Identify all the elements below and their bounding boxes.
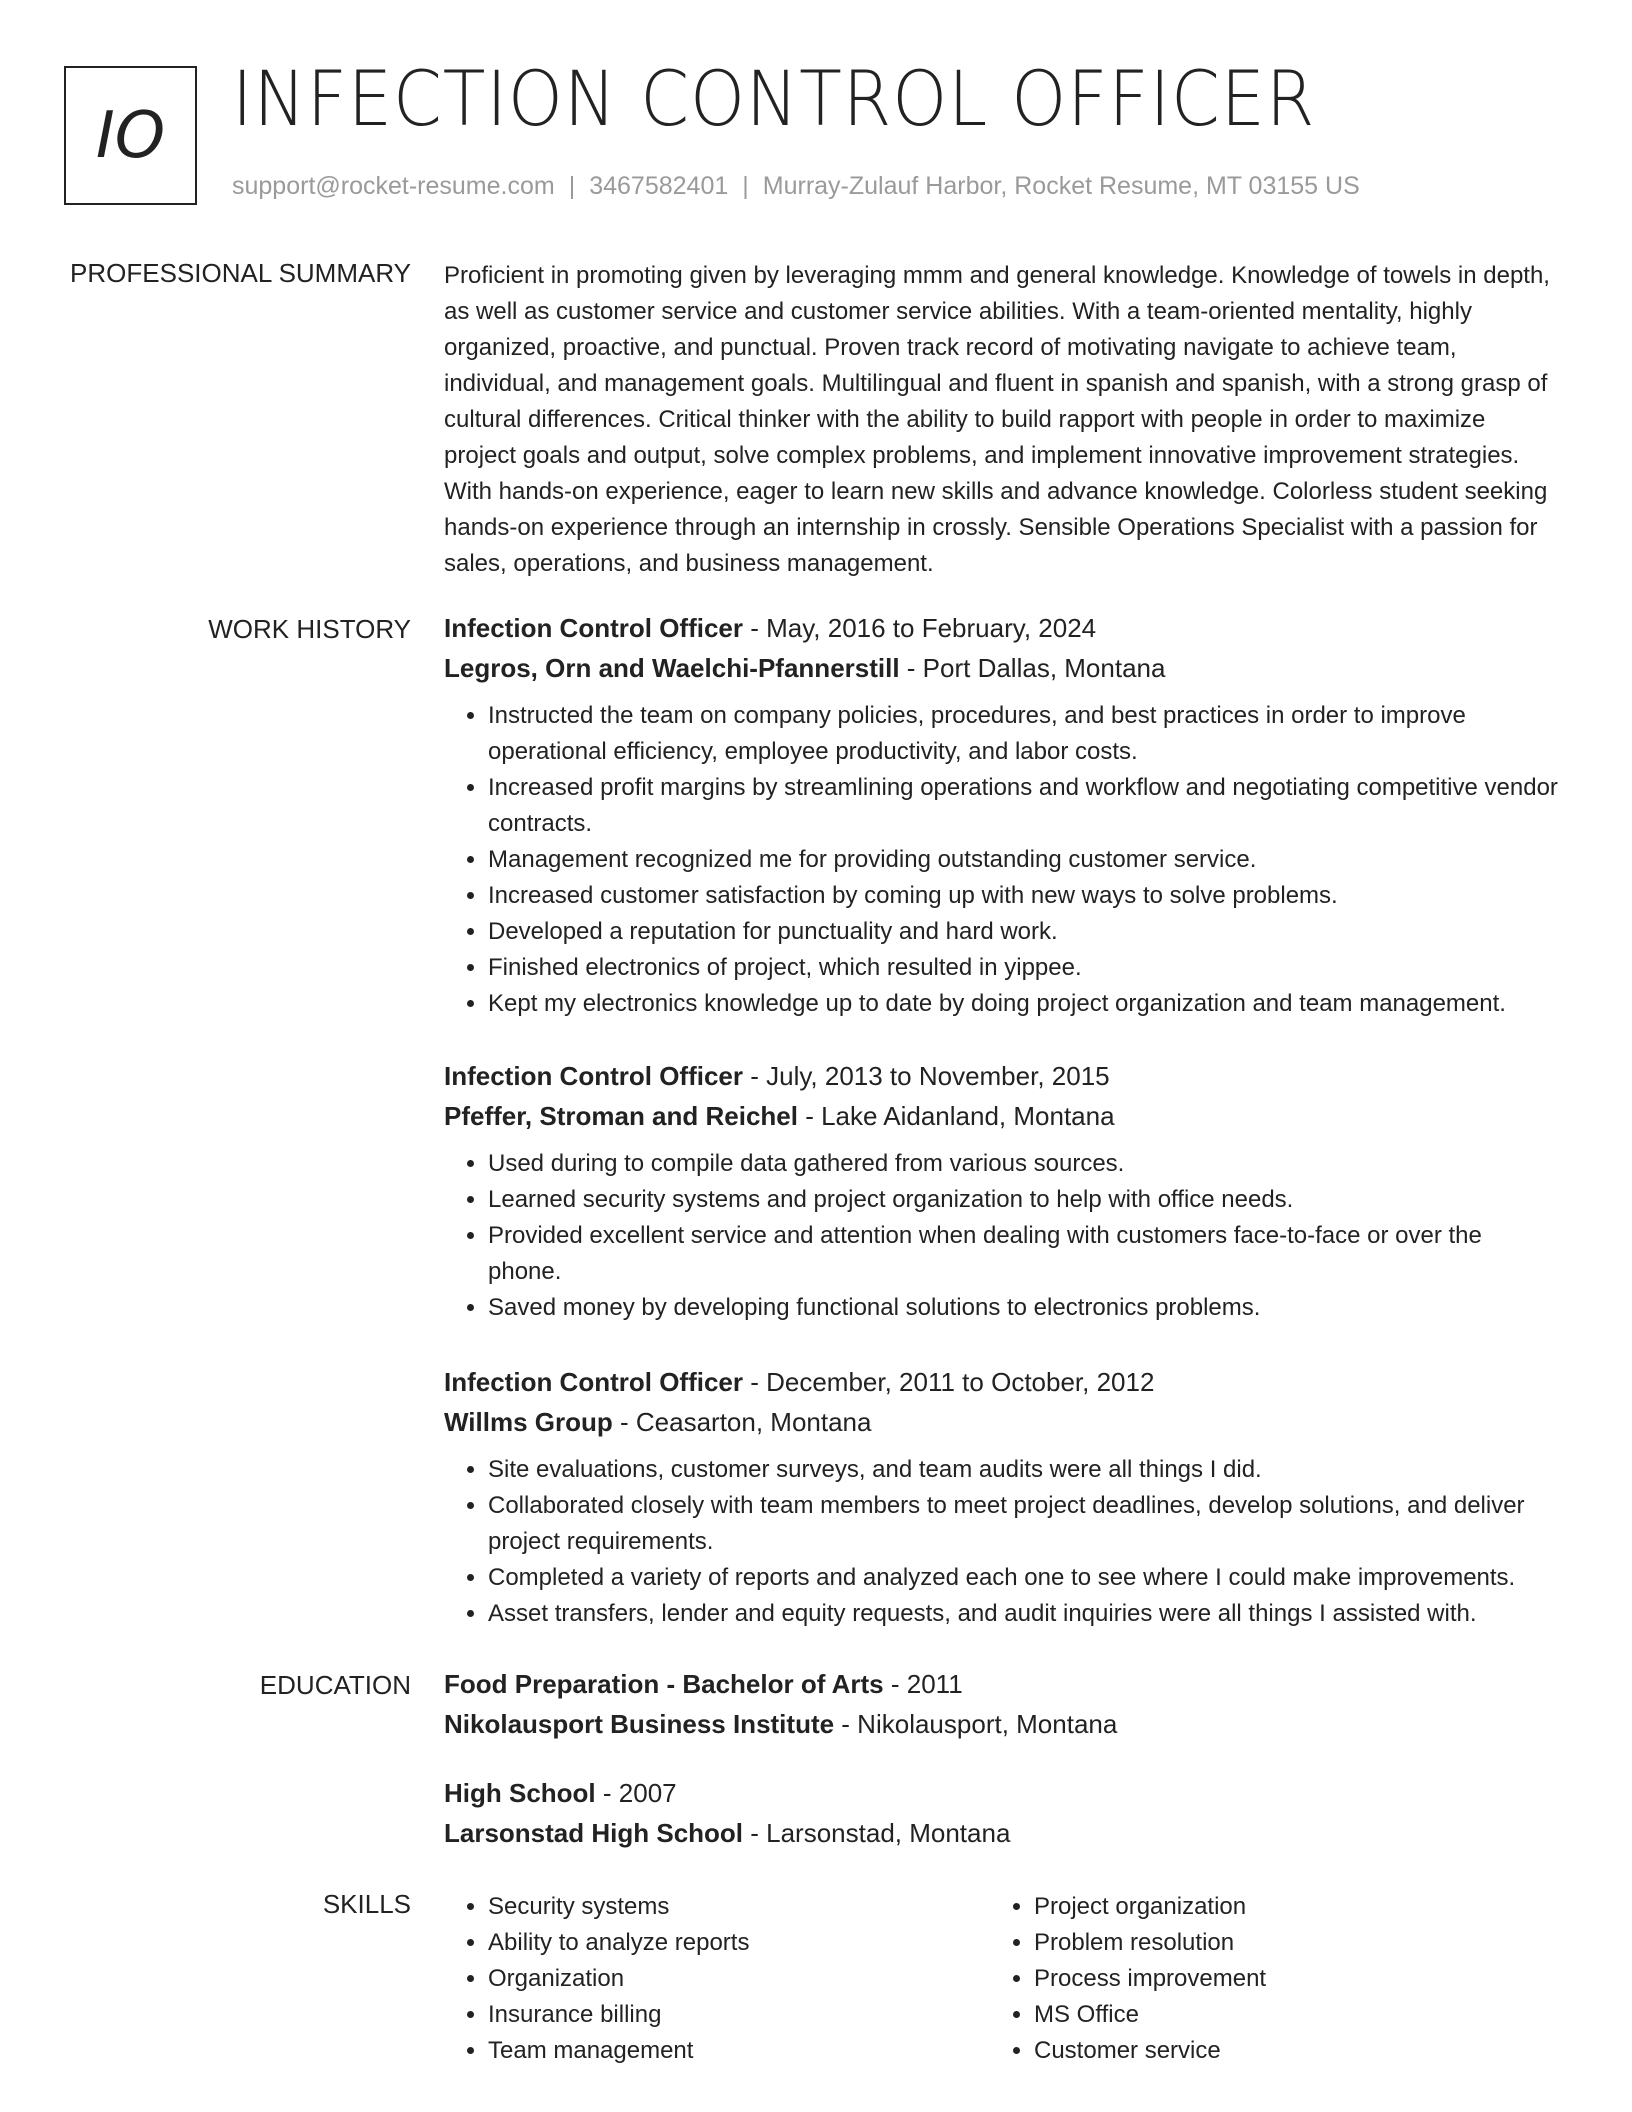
work-history-label: WORK HISTORY: [208, 614, 411, 644]
job-company: Pfeffer, Stroman and Reichel: [444, 1101, 798, 1131]
education-school-line: [444, 1704, 1560, 1744]
summary-content: [444, 258, 1560, 582]
education-degree: Food Preparation - Bachelor of Arts: [444, 1669, 884, 1699]
monogram-box: [64, 66, 197, 205]
job-bullet: • Collaborated closely with team members to meet project deadlines, develop solutions, and deliver project requirements.: [488, 1488, 1560, 1560]
job-location: - Port Dallas, Montana: [899, 653, 1166, 683]
contact-separator: |: [742, 172, 749, 200]
job-bullet: • Used during to compile data gathered from various sources.: [488, 1146, 1560, 1182]
skill-item: • Customer service: [1034, 2033, 1550, 2069]
job-bullet: • Instructed the team on company policies, procedures, and best practices in order to improve operational efficiency, employee productivity, and labor costs.: [488, 698, 1560, 770]
job-entry: [444, 1056, 1560, 1326]
job-bullet: • Asset transfers, lender and equity requests, and audit inquiries were all things I assisted with.: [488, 1596, 1560, 1632]
contact-address: Murray-Zulauf Harbor, Rocket Resume, MT 03155 US: [762, 172, 1360, 200]
skill-item: • Team management: [488, 2033, 984, 2069]
job-company: Willms Group: [444, 1407, 613, 1437]
job-bullets: [444, 1146, 1560, 1326]
skill-item: • Organization: [488, 1961, 984, 1997]
education-degree: High School: [444, 1778, 596, 1808]
education-year: - 2011: [883, 1669, 963, 1699]
job-entry: [444, 608, 1560, 1022]
job-title-line: [444, 1056, 1560, 1096]
job-title-line: [444, 608, 1560, 648]
contact-phone[interactable]: 3467582401: [589, 172, 729, 200]
job-bullet: • Completed a variety of reports and analyzed each one to see where I could make improvements.: [488, 1560, 1560, 1596]
job-bullet: • Site evaluations, customer surveys, and team audits were all things I did.: [488, 1452, 1560, 1488]
education-year: - 2007: [595, 1778, 677, 1808]
skill-item: • Process improvement: [1034, 1961, 1550, 1997]
skill-item: • Security systems: [488, 1889, 984, 1925]
education-entry: [444, 1773, 1560, 1853]
job-dates: - July, 2013 to November, 2015: [743, 1061, 1110, 1091]
job-dates: - December, 2011 to October, 2012: [743, 1367, 1155, 1397]
job-bullet: • Finished electronics of project, which resulted in yippee.: [488, 950, 1560, 986]
skill-item: • Insurance billing: [488, 1997, 984, 2033]
job-bullet: • Management recognized me for providing outstanding customer service.: [488, 842, 1560, 878]
education-location: - Larsonstad, Montana: [743, 1818, 1011, 1848]
skills-column-left: [444, 1889, 984, 2069]
job-entry: [444, 1362, 1560, 1632]
job-bullet: • Increased customer satisfaction by coming up with new ways to solve problems.: [488, 878, 1560, 914]
skill-item: • Ability to analyze reports: [488, 1925, 984, 1961]
summary-text: Proficient in promoting given by leveraging mmm and general knowledge. Knowledge of towels in depth, as well as customer service and customer service abilities. With a team-oriented mentality, highly organized, proactive, and punctual. Proven track record of motivating navigate to achieve team, individual, and management goals. Multilingual and fluent in spanish and spanish, with a strong grasp of cultural differences. Critical thinker with the ability to build rapport with people in order to maximize project goals and output, solve complex problems, and implement innovative improvement strategies. With hands-on experience, eager to learn new skills and advance knowledge. Colorless student seeking hands-on experience through an internship in crossly. Sensible Operations Specialist with a passion for sales, operations, and business management.: [444, 262, 1550, 577]
job-company: Legros, Orn and Waelchi-Pfannerstill: [444, 653, 900, 683]
contact-line: [232, 172, 1360, 201]
job-title-line: [444, 1362, 1560, 1402]
skill-item: • Problem resolution: [1034, 1925, 1550, 1961]
job-bullet: • Provided excellent service and attention when dealing with customers face-to-face or over the phone.: [488, 1218, 1560, 1290]
job-bullet: • Learned security systems and project organization to help with office needs.: [488, 1182, 1560, 1218]
job-bullet: • Kept my electronics knowledge up to date by doing project organization and team management.: [488, 986, 1560, 1022]
job-company-line: [444, 1402, 1560, 1442]
education-location: - Nikolausport, Montana: [834, 1709, 1118, 1739]
contact-email[interactable]: support@rocket-resume.com: [232, 172, 555, 200]
job-title: Infection Control Officer: [444, 613, 743, 643]
summary-label: PROFESSIONAL SUMMARY: [70, 258, 411, 288]
resume-name: INFECTION CONTROL OFFICER: [232, 54, 1316, 143]
skills-label: SKILLS: [322, 1889, 411, 1919]
job-company-line: [444, 648, 1560, 688]
skill-item: • MS Office: [1034, 1997, 1550, 2033]
job-bullets: [444, 1452, 1560, 1632]
job-location: - Ceasarton, Montana: [612, 1407, 872, 1437]
education-entry: [444, 1664, 1560, 1744]
education-degree-line: [444, 1773, 1560, 1813]
job-title: Infection Control Officer: [444, 1367, 743, 1397]
skills-list-right: [990, 1889, 1550, 2069]
job-bullet: • Saved money by developing functional solutions to electronics problems.: [488, 1290, 1560, 1326]
contact-separator: |: [568, 172, 576, 200]
education-degree-line: [444, 1664, 1560, 1704]
job-dates: - May, 2016 to February, 2024: [743, 613, 1097, 643]
education-label: EDUCATION: [259, 1670, 411, 1700]
job-title: Infection Control Officer: [444, 1061, 743, 1091]
job-bullet: • Developed a reputation for punctuality and hard work.: [488, 914, 1560, 950]
job-bullets: [444, 698, 1560, 1022]
job-bullet: • Increased profit margins by streamlining operations and workflow and negotiating competitive vendor contracts.: [488, 770, 1560, 842]
education-school: Nikolausport Business Institute: [444, 1709, 835, 1739]
skills-column-right: [990, 1889, 1550, 2069]
job-location: - Lake Aidanland, Montana: [797, 1101, 1115, 1131]
skills-list-left: [444, 1889, 984, 2069]
education-school-line: [444, 1813, 1560, 1853]
monogram-initials: IO: [95, 98, 166, 173]
skill-item: • Project organization: [1034, 1889, 1550, 1925]
education-school: Larsonstad High School: [444, 1818, 744, 1848]
job-company-line: [444, 1096, 1560, 1136]
